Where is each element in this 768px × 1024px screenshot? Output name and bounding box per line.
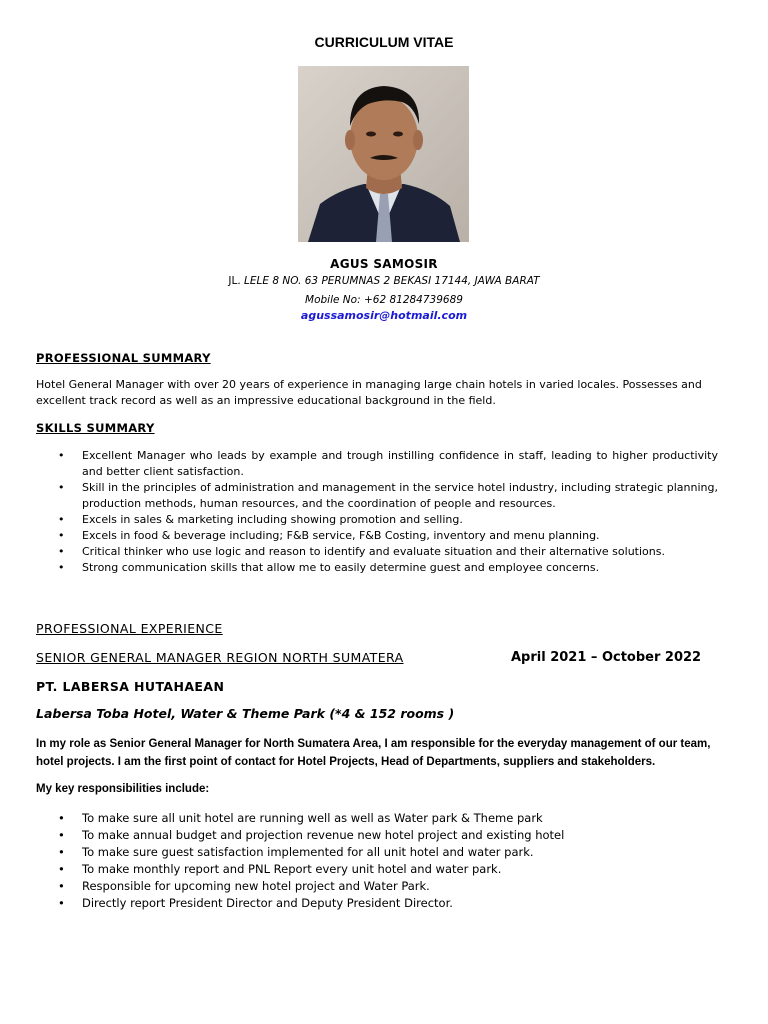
list-item: • Critical thinker who use logic and reason to identify and evaluate situation and their alternative solutions. [58, 544, 718, 560]
skills-summary-heading: SKILLS SUMMARY [36, 421, 155, 435]
skills-list [58, 448, 718, 576]
professional-experience-heading: PROFESSIONAL EXPERIENCE [36, 621, 223, 636]
company-name: PT. LABERSA HUTAHAEAN [36, 679, 225, 694]
list-item: • To make sure all unit hotel are running well as well as Water park & Theme park [58, 810, 718, 827]
role-description: In my role as Senior General Manager for North Sumatera Area, I am responsible for the everyday management of our team, hotel projects. I am the first point of contact for Hotel Projects, Head of Departments, suppliers and stakeholders. [36, 738, 711, 768]
document-title: CURRICULUM VITAE [314, 34, 454, 50]
position-period: April 2021 – October 2022 [511, 650, 702, 665]
candidate-mobile: Mobile No: +62 81284739689 [305, 294, 463, 306]
list-item: • Responsible for upcoming new hotel project and Water Park. [58, 878, 718, 895]
address-rest: LELE 8 NO. 63 PERUMNAS 2 BEKASI 17144, JAWA BARAT [244, 275, 540, 287]
list-item: • Directly report President Director and Deputy President Director. [58, 895, 718, 912]
list-item: • Excels in food & beverage including; F&B service, F&B Costing, inventory and menu planning. [58, 528, 718, 544]
list-item: • Excels in sales & marketing including showing promotion and selling. [58, 512, 718, 528]
candidate-address [0, 275, 768, 287]
responsibilities-list [58, 810, 718, 912]
list-item: • Strong communication skills that allow me to easily determine guest and employee concerns. [58, 560, 718, 576]
list-item: • Skill in the principles of administration and management in the service hotel industry, including strategic planning, production methods, human resources, and the coordination of people and resources. [58, 480, 718, 512]
address-prefix: JL. [228, 275, 241, 287]
position-title: SENIOR GENERAL MANAGER REGION NORTH SUMATERA [36, 650, 404, 665]
list-item: • To make monthly report and PNL Report every unit hotel and water park. [58, 861, 718, 878]
hotel-name: Labersa Toba Hotel, Water & Theme Park (*4 & 152 rooms ) [36, 706, 455, 721]
key-responsibilities-heading: My key responsibilities include: [36, 783, 210, 795]
profile-photo [298, 66, 469, 242]
list-item: • To make sure guest satisfaction implemented for all unit hotel and water park. [58, 844, 718, 861]
list-item: • To make annual budget and projection revenue new hotel project and existing hotel [58, 827, 718, 844]
candidate-name: AGUS SAMOSIR [330, 257, 438, 271]
professional-summary-text: Hotel General Manager with over 20 years of experience in managing large chain hotels in varied locales. Possesses and excellent track record as well as an impressive educational background in the field. [36, 378, 702, 407]
professional-summary-heading: PROFESSIONAL SUMMARY [36, 351, 211, 365]
list-item: • Excellent Manager who leads by example and trough instilling confidence in staff, leading to higher productivity and better client satisfaction. [58, 448, 718, 480]
candidate-email-link[interactable]: agussamosir@hotmail.com [300, 309, 468, 322]
